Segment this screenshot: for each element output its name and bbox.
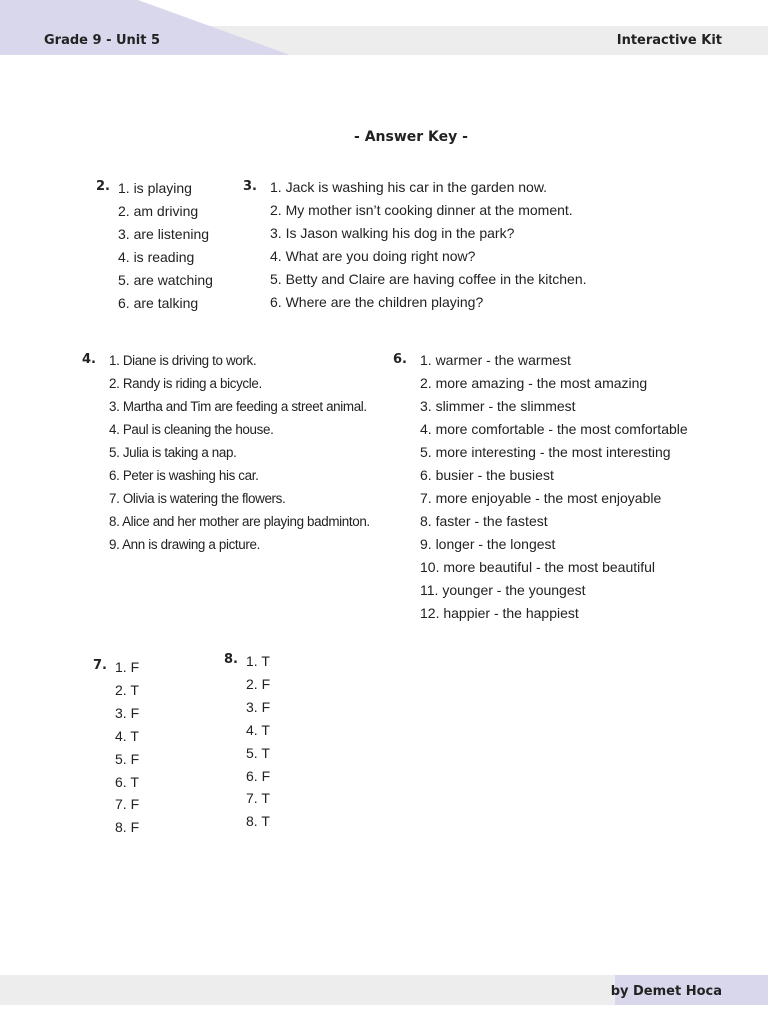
- answer-item: 5. F: [115, 750, 140, 767]
- answer-item: 5. Julia is taking a nap.: [109, 445, 237, 460]
- answer-item: 10. more beautiful - the most beautiful: [420, 559, 656, 575]
- answer-item: 1. Diane is driving to work.: [109, 353, 257, 368]
- answer-item: 3. Martha and Tim are feeding a street animal.: [109, 399, 367, 414]
- section-7-number: 7.: [93, 658, 107, 673]
- header-kit-name: Interactive Kit: [616, 33, 722, 48]
- answer-item: 9. longer - the longest: [420, 536, 556, 552]
- answer-item: 1. F: [115, 659, 140, 675]
- answer-item: 6. busier - the busiest: [420, 467, 554, 483]
- footer-author: by Demet Hoca: [610, 984, 722, 999]
- answer-item: 5. T: [246, 744, 270, 761]
- answer-item: 3. slimmer - the slimmest: [420, 398, 576, 414]
- answer-item: 2. more amazing - the most amazing: [420, 375, 648, 391]
- answer-item: 2. F: [246, 675, 271, 692]
- answer-item: 1. T: [246, 653, 270, 669]
- answer-item: 6. are talking: [118, 294, 199, 311]
- answer-item: 4. What are you doing right now?: [270, 247, 476, 264]
- answer-item: 4. Paul is cleaning the house.: [109, 422, 274, 437]
- answer-item: 3. Is Jason walking his dog in the park?: [270, 224, 515, 241]
- answer-item: 8. faster - the fastest: [420, 513, 548, 529]
- answer-item: 7. more enjoyable - the most enjoyable: [420, 490, 662, 506]
- answer-item: 2. am driving: [118, 202, 199, 219]
- answer-item: 7. T: [246, 790, 270, 807]
- answer-item: 3. are listening: [118, 225, 210, 242]
- answer-item: 4. more comfortable - the most comfortable: [420, 421, 688, 437]
- answer-item: 6. F: [246, 767, 271, 784]
- section-6-number: 6.: [393, 352, 407, 367]
- section-4-number: 4.: [82, 352, 96, 367]
- answer-item: 7. F: [115, 796, 140, 813]
- answer-item: 2. T: [115, 681, 139, 698]
- header-grade-unit: Grade 9 - Unit 5: [44, 33, 161, 48]
- answer-item: 5. are watching: [118, 271, 213, 288]
- answer-item: 5. more interesting - the most interesting: [420, 444, 671, 460]
- answer-item: 3. F: [246, 698, 271, 715]
- section-7-answers: [115, 656, 139, 839]
- section-3-answers: [270, 176, 587, 313]
- section-8-answers: [246, 650, 270, 833]
- answer-item: 1. is playing: [118, 180, 192, 196]
- answer-item: 4. is reading: [118, 248, 195, 265]
- page-title: - Answer Key -: [354, 129, 468, 145]
- answer-item: 5. Betty and Claire are having coffee in the kitchen.: [270, 270, 587, 287]
- section-2-number: 2.: [96, 179, 110, 194]
- answer-item: 6. Peter is washing his car.: [109, 468, 259, 483]
- answer-item: 8. F: [115, 819, 140, 836]
- answer-item: 6. Where are the children playing?: [270, 293, 484, 310]
- answer-item: 8. Alice and her mother are playing badminton.: [109, 514, 370, 529]
- answer-item: 4. T: [115, 727, 139, 744]
- section-6-answers: [420, 349, 688, 625]
- section-3-number: 3.: [243, 179, 257, 194]
- section-8-number: 8.: [224, 652, 238, 667]
- answer-item: 2. My mother isn’t cooking dinner at the moment.: [270, 201, 573, 218]
- answer-item: 11. younger - the youngest: [420, 582, 586, 598]
- answer-item: 2. Randy is riding a bicycle.: [109, 376, 262, 391]
- answer-item: 12. happier - the happiest: [420, 605, 579, 621]
- answer-item: 6. T: [115, 773, 139, 790]
- answer-item: 9. Ann is drawing a picture.: [109, 537, 260, 552]
- answer-item: 3. F: [115, 704, 140, 721]
- answer-item: 8. T: [246, 813, 270, 830]
- answer-item: 1. Jack is washing his car in the garden now.: [270, 179, 548, 195]
- answer-item: 7. Olivia is watering the flowers.: [109, 491, 286, 506]
- section-2-answers: [118, 177, 213, 314]
- answer-item: 1. warmer - the warmest: [420, 352, 571, 368]
- section-4-answers: [109, 349, 370, 556]
- answer-item: 4. T: [246, 721, 270, 738]
